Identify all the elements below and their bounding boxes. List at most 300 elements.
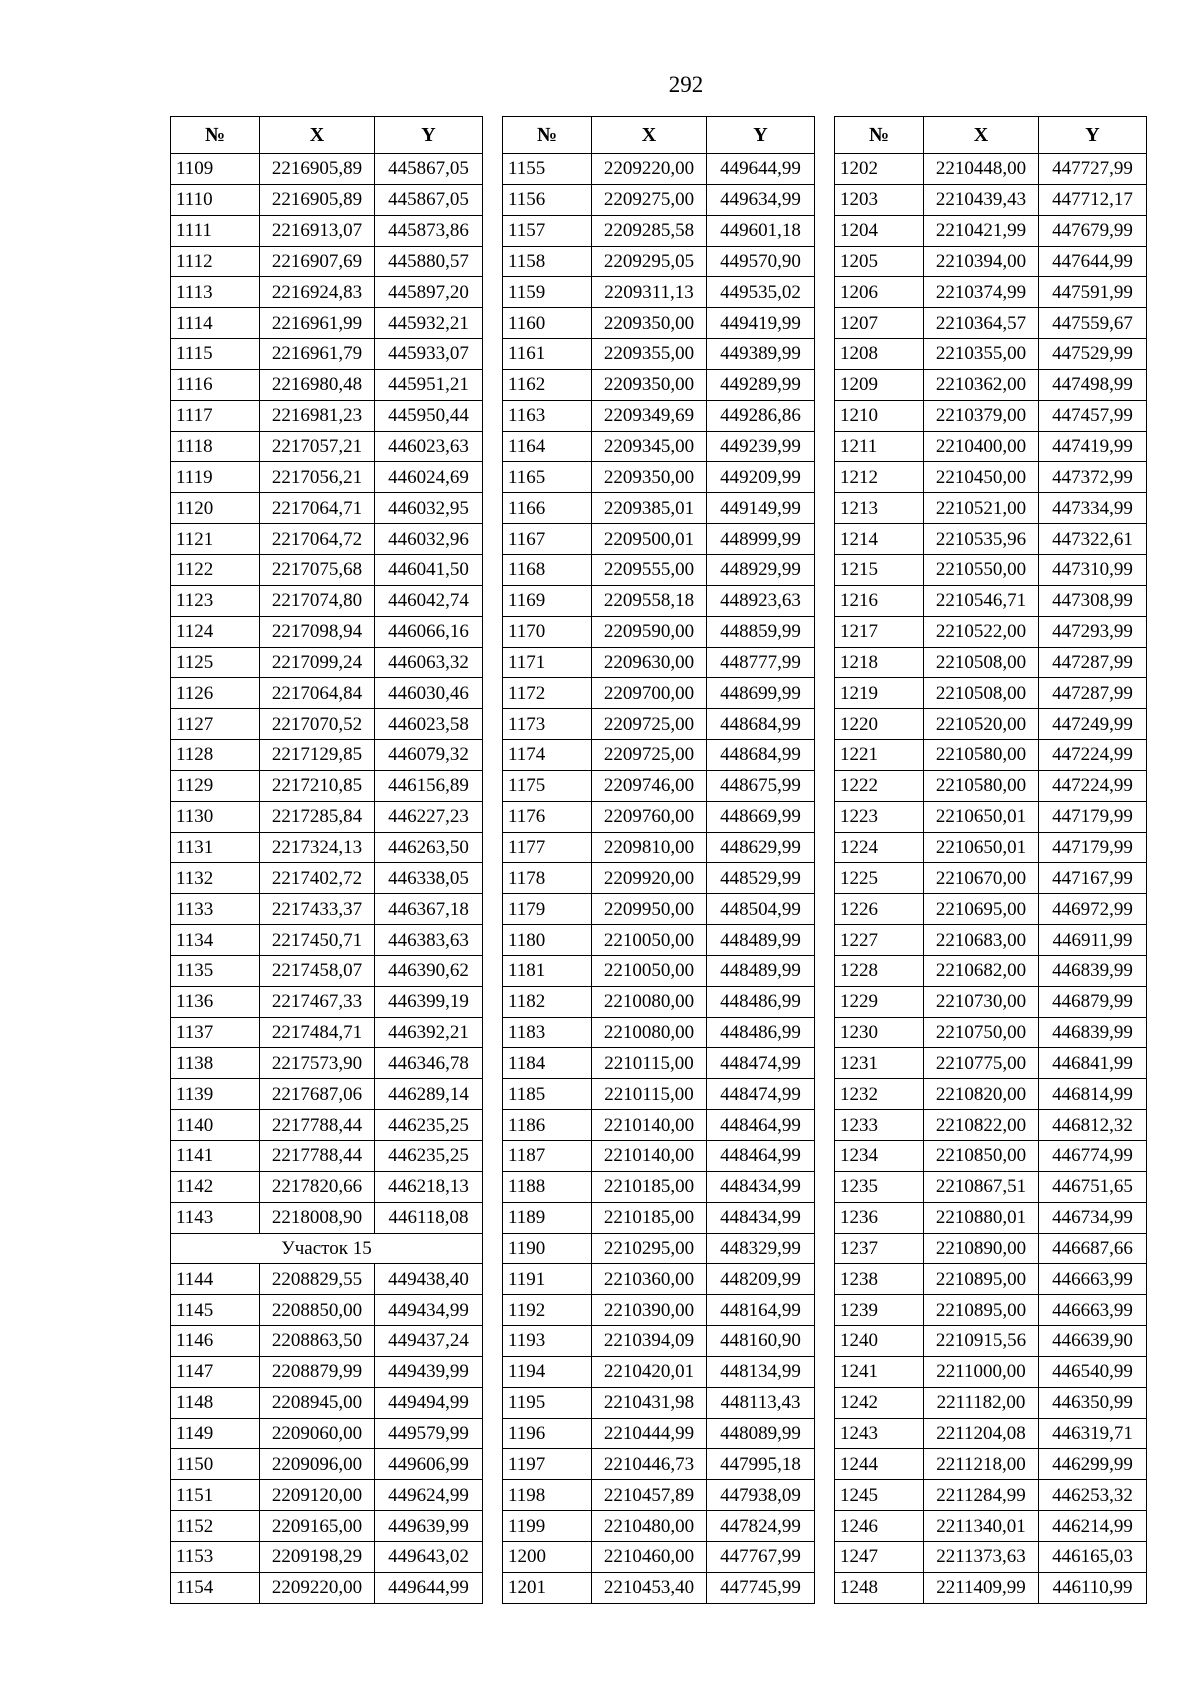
x-coordinate: 2210379,00 — [924, 400, 1039, 431]
y-coordinate: 446032,96 — [375, 524, 483, 555]
table-row — [171, 925, 483, 956]
y-coordinate: 448923,63 — [707, 585, 815, 616]
point-number: 1122 — [171, 554, 260, 585]
point-number: 1138 — [171, 1048, 260, 1079]
y-coordinate: 448434,99 — [707, 1171, 815, 1202]
table-row — [835, 801, 1147, 832]
table-row — [171, 1171, 483, 1202]
y-coordinate: 446165,03 — [1039, 1541, 1147, 1572]
y-coordinate: 446214,99 — [1039, 1511, 1147, 1542]
y-coordinate: 447310,99 — [1039, 554, 1147, 585]
x-coordinate: 2209275,00 — [592, 184, 707, 215]
y-coordinate: 448474,99 — [707, 1079, 815, 1110]
x-coordinate: 2211409,99 — [924, 1572, 1039, 1603]
point-number: 1170 — [503, 616, 592, 647]
y-coordinate: 447179,99 — [1039, 832, 1147, 863]
y-coordinate: 448669,99 — [707, 801, 815, 832]
y-coordinate: 447995,18 — [707, 1449, 815, 1480]
y-coordinate: 447224,99 — [1039, 770, 1147, 801]
x-coordinate: 2209350,00 — [592, 462, 707, 493]
table-row — [503, 863, 815, 894]
x-coordinate: 2210580,00 — [924, 770, 1039, 801]
x-coordinate: 2210650,01 — [924, 801, 1039, 832]
y-coordinate: 447712,17 — [1039, 184, 1147, 215]
point-number: 1154 — [171, 1572, 260, 1603]
y-coordinate: 448699,99 — [707, 678, 815, 709]
table-row — [835, 524, 1147, 555]
point-number: 1204 — [835, 215, 924, 246]
point-number: 1213 — [835, 493, 924, 524]
x-coordinate: 2210775,00 — [924, 1048, 1039, 1079]
y-coordinate: 449644,99 — [375, 1572, 483, 1603]
table-row — [171, 1141, 483, 1172]
x-coordinate: 2216961,79 — [260, 339, 375, 370]
point-number: 1246 — [835, 1511, 924, 1542]
table-row — [503, 400, 815, 431]
y-coordinate: 447308,99 — [1039, 585, 1147, 616]
y-coordinate: 447644,99 — [1039, 246, 1147, 277]
point-number: 1165 — [503, 462, 592, 493]
table-row — [503, 801, 815, 832]
table-row — [171, 770, 483, 801]
y-coordinate: 446879,99 — [1039, 986, 1147, 1017]
table-row — [171, 616, 483, 647]
point-number: 1184 — [503, 1048, 592, 1079]
y-coordinate: 447498,99 — [1039, 369, 1147, 400]
point-number: 1220 — [835, 709, 924, 740]
table-row — [171, 801, 483, 832]
point-number: 1128 — [171, 740, 260, 771]
table-row — [171, 678, 483, 709]
x-coordinate: 2217324,13 — [260, 832, 375, 863]
y-coordinate: 446841,99 — [1039, 1048, 1147, 1079]
y-coordinate: 446367,18 — [375, 894, 483, 925]
point-number: 1134 — [171, 925, 260, 956]
table-row — [503, 955, 815, 986]
y-coordinate: 446235,25 — [375, 1110, 483, 1141]
x-coordinate: 2209311,13 — [592, 277, 707, 308]
table-row — [835, 554, 1147, 585]
y-coordinate: 446066,16 — [375, 616, 483, 647]
point-number: 1161 — [503, 339, 592, 370]
y-coordinate: 447679,99 — [1039, 215, 1147, 246]
y-coordinate: 448113,43 — [707, 1387, 815, 1418]
x-coordinate: 2208863,50 — [260, 1326, 375, 1357]
y-coordinate: 448089,99 — [707, 1418, 815, 1449]
x-coordinate: 2209220,00 — [260, 1572, 375, 1603]
y-coordinate: 447372,99 — [1039, 462, 1147, 493]
x-coordinate: 2210140,00 — [592, 1110, 707, 1141]
point-number: 1222 — [835, 770, 924, 801]
x-coordinate: 2209350,00 — [592, 369, 707, 400]
point-number: 1158 — [503, 246, 592, 277]
y-coordinate: 449644,99 — [707, 154, 815, 185]
x-coordinate: 2217788,44 — [260, 1110, 375, 1141]
point-number: 1188 — [503, 1171, 592, 1202]
point-number: 1212 — [835, 462, 924, 493]
header-y: Y — [1039, 117, 1147, 154]
x-coordinate: 2216980,48 — [260, 369, 375, 400]
table-row — [835, 154, 1147, 185]
y-coordinate: 449535,02 — [707, 277, 815, 308]
y-coordinate: 446041,50 — [375, 554, 483, 585]
table-row — [503, 493, 815, 524]
table-row — [835, 493, 1147, 524]
y-coordinate: 449289,99 — [707, 369, 815, 400]
point-number: 1174 — [503, 740, 592, 771]
table-row — [503, 1356, 815, 1387]
y-coordinate: 446235,25 — [375, 1141, 483, 1172]
y-coordinate: 446024,69 — [375, 462, 483, 493]
x-coordinate: 2211000,00 — [924, 1356, 1039, 1387]
table-row — [835, 616, 1147, 647]
page-number: 292 — [668, 72, 704, 97]
y-coordinate: 448134,99 — [707, 1356, 815, 1387]
point-number: 1241 — [835, 1356, 924, 1387]
table-row — [503, 431, 815, 462]
x-coordinate: 2210535,96 — [924, 524, 1039, 555]
table-row — [503, 184, 815, 215]
table-row — [171, 1110, 483, 1141]
table-row — [171, 277, 483, 308]
table-row — [503, 1387, 815, 1418]
x-coordinate: 2211373,63 — [924, 1541, 1039, 1572]
table-row — [835, 400, 1147, 431]
header-number: № — [835, 117, 924, 154]
x-coordinate: 2209285,58 — [592, 215, 707, 246]
x-coordinate: 2210730,00 — [924, 986, 1039, 1017]
y-coordinate: 445950,44 — [375, 400, 483, 431]
point-number: 1225 — [835, 863, 924, 894]
point-number: 1242 — [835, 1387, 924, 1418]
x-coordinate: 2210374,99 — [924, 277, 1039, 308]
point-number: 1167 — [503, 524, 592, 555]
table-row — [171, 1572, 483, 1603]
x-coordinate: 2210682,00 — [924, 955, 1039, 986]
y-coordinate: 449389,99 — [707, 339, 815, 370]
table-row — [835, 1202, 1147, 1233]
table-row — [171, 493, 483, 524]
table-row — [171, 1048, 483, 1079]
point-number: 1231 — [835, 1048, 924, 1079]
coordinates-table-3 — [834, 116, 1147, 1604]
table-row — [503, 1079, 815, 1110]
table-row — [171, 740, 483, 771]
point-number: 1153 — [171, 1541, 260, 1572]
point-number: 1121 — [171, 524, 260, 555]
point-number: 1172 — [503, 678, 592, 709]
y-coordinate: 446663,99 — [1039, 1264, 1147, 1295]
point-number: 1218 — [835, 647, 924, 678]
x-coordinate: 2209558,18 — [592, 585, 707, 616]
y-coordinate: 447457,99 — [1039, 400, 1147, 431]
point-number: 1147 — [171, 1356, 260, 1387]
table-row — [835, 277, 1147, 308]
y-coordinate: 447287,99 — [1039, 647, 1147, 678]
y-coordinate: 446032,95 — [375, 493, 483, 524]
y-coordinate: 445867,05 — [375, 184, 483, 215]
point-number: 1209 — [835, 369, 924, 400]
y-coordinate: 446299,99 — [1039, 1449, 1147, 1480]
x-coordinate: 2210448,00 — [924, 154, 1039, 185]
table-row — [503, 1295, 815, 1326]
x-coordinate: 2216905,89 — [260, 154, 375, 185]
point-number: 1145 — [171, 1295, 260, 1326]
x-coordinate: 2211218,00 — [924, 1449, 1039, 1480]
x-coordinate: 2210364,57 — [924, 308, 1039, 339]
point-number: 1176 — [503, 801, 592, 832]
point-number: 1163 — [503, 400, 592, 431]
point-number: 1179 — [503, 894, 592, 925]
x-coordinate: 2210520,00 — [924, 709, 1039, 740]
table-row — [171, 1356, 483, 1387]
x-coordinate: 2210080,00 — [592, 1017, 707, 1048]
table-row — [835, 832, 1147, 863]
point-number: 1198 — [503, 1480, 592, 1511]
table-row — [835, 1511, 1147, 1542]
table-row — [503, 1326, 815, 1357]
table-row — [835, 1017, 1147, 1048]
x-coordinate: 2210850,00 — [924, 1141, 1039, 1172]
y-coordinate: 446814,99 — [1039, 1079, 1147, 1110]
point-number: 1200 — [503, 1541, 592, 1572]
x-coordinate: 2210115,00 — [592, 1079, 707, 1110]
y-coordinate: 448464,99 — [707, 1141, 815, 1172]
y-coordinate: 445951,21 — [375, 369, 483, 400]
x-coordinate: 2210890,00 — [924, 1233, 1039, 1264]
table-row — [171, 1449, 483, 1480]
point-number: 1139 — [171, 1079, 260, 1110]
table-row — [171, 832, 483, 863]
x-coordinate: 2208829,55 — [260, 1264, 375, 1295]
y-coordinate: 446663,99 — [1039, 1295, 1147, 1326]
y-coordinate: 448929,99 — [707, 554, 815, 585]
point-number: 1156 — [503, 184, 592, 215]
x-coordinate: 2217064,72 — [260, 524, 375, 555]
table-row — [835, 462, 1147, 493]
table-row — [835, 369, 1147, 400]
point-number: 1148 — [171, 1387, 260, 1418]
point-number: 1244 — [835, 1449, 924, 1480]
point-number: 1248 — [835, 1572, 924, 1603]
point-number: 1210 — [835, 400, 924, 431]
x-coordinate: 2210450,00 — [924, 462, 1039, 493]
table-row — [503, 616, 815, 647]
x-coordinate: 2210650,01 — [924, 832, 1039, 863]
point-number: 1115 — [171, 339, 260, 370]
table-row — [835, 1079, 1147, 1110]
x-coordinate: 2209555,00 — [592, 554, 707, 585]
x-coordinate: 2209760,00 — [592, 801, 707, 832]
y-coordinate: 446392,21 — [375, 1017, 483, 1048]
table-row — [503, 740, 815, 771]
point-number: 1201 — [503, 1572, 592, 1603]
table-row — [171, 1079, 483, 1110]
table-row — [835, 955, 1147, 986]
x-coordinate: 2216961,99 — [260, 308, 375, 339]
point-number: 1160 — [503, 308, 592, 339]
x-coordinate: 2217467,33 — [260, 986, 375, 1017]
y-coordinate: 449239,99 — [707, 431, 815, 462]
x-coordinate: 2209920,00 — [592, 863, 707, 894]
x-coordinate: 2210683,00 — [924, 925, 1039, 956]
point-number: 1208 — [835, 339, 924, 370]
table-row — [835, 246, 1147, 277]
y-coordinate: 448209,99 — [707, 1264, 815, 1295]
x-coordinate: 2209096,00 — [260, 1449, 375, 1480]
table-row — [503, 1017, 815, 1048]
y-coordinate: 446110,99 — [1039, 1572, 1147, 1603]
x-coordinate: 2217064,84 — [260, 678, 375, 709]
y-coordinate: 448629,99 — [707, 832, 815, 863]
y-coordinate: 449624,99 — [375, 1480, 483, 1511]
table-row — [835, 647, 1147, 678]
table-row — [503, 1511, 815, 1542]
point-number: 1206 — [835, 277, 924, 308]
table-row — [503, 1202, 815, 1233]
point-number: 1150 — [171, 1449, 260, 1480]
y-coordinate: 445880,57 — [375, 246, 483, 277]
point-number: 1195 — [503, 1387, 592, 1418]
point-number: 1132 — [171, 863, 260, 894]
x-coordinate: 2210521,00 — [924, 493, 1039, 524]
x-coordinate: 2209500,01 — [592, 524, 707, 555]
y-coordinate: 446227,23 — [375, 801, 483, 832]
table-row — [503, 1048, 815, 1079]
point-number: 1178 — [503, 863, 592, 894]
x-coordinate: 2217074,80 — [260, 585, 375, 616]
point-number: 1203 — [835, 184, 924, 215]
table-row — [835, 1295, 1147, 1326]
x-coordinate: 2210360,00 — [592, 1264, 707, 1295]
table-row — [835, 1171, 1147, 1202]
y-coordinate: 449209,99 — [707, 462, 815, 493]
point-number: 1126 — [171, 678, 260, 709]
table-row — [503, 925, 815, 956]
x-coordinate: 2210446,73 — [592, 1449, 707, 1480]
table-row — [171, 1480, 483, 1511]
point-number: 1216 — [835, 585, 924, 616]
y-coordinate: 446972,99 — [1039, 894, 1147, 925]
x-coordinate: 2210750,00 — [924, 1017, 1039, 1048]
table-row — [503, 832, 815, 863]
table-row — [503, 986, 815, 1017]
point-number: 1171 — [503, 647, 592, 678]
x-coordinate: 2210050,00 — [592, 955, 707, 986]
y-coordinate: 449601,18 — [707, 215, 815, 246]
table-row — [503, 1233, 815, 1264]
point-number: 1127 — [171, 709, 260, 740]
point-number: 1110 — [171, 184, 260, 215]
x-coordinate: 2217820,66 — [260, 1171, 375, 1202]
point-number: 1211 — [835, 431, 924, 462]
table-row — [171, 894, 483, 925]
table-row — [835, 1326, 1147, 1357]
table-row — [171, 863, 483, 894]
table-row — [835, 1449, 1147, 1480]
x-coordinate: 2217458,07 — [260, 955, 375, 986]
point-number: 1247 — [835, 1541, 924, 1572]
table-row — [503, 585, 815, 616]
x-coordinate: 2210453,40 — [592, 1572, 707, 1603]
table-row — [835, 1141, 1147, 1172]
point-number: 1196 — [503, 1418, 592, 1449]
point-number: 1226 — [835, 894, 924, 925]
table-row — [835, 1048, 1147, 1079]
y-coordinate: 448434,99 — [707, 1202, 815, 1233]
y-coordinate: 446063,32 — [375, 647, 483, 678]
x-coordinate: 2217687,06 — [260, 1079, 375, 1110]
y-coordinate: 449494,99 — [375, 1387, 483, 1418]
y-coordinate: 446346,78 — [375, 1048, 483, 1079]
table-row — [503, 277, 815, 308]
point-number: 1166 — [503, 493, 592, 524]
point-number: 1120 — [171, 493, 260, 524]
table-row — [171, 1017, 483, 1048]
y-coordinate: 448329,99 — [707, 1233, 815, 1264]
table-row — [835, 308, 1147, 339]
x-coordinate: 2209590,00 — [592, 616, 707, 647]
point-number: 1116 — [171, 369, 260, 400]
header-number: № — [171, 117, 260, 154]
point-number: 1194 — [503, 1356, 592, 1387]
table-row — [835, 1480, 1147, 1511]
y-coordinate: 447179,99 — [1039, 801, 1147, 832]
point-number: 1137 — [171, 1017, 260, 1048]
x-coordinate: 2217075,68 — [260, 554, 375, 585]
y-coordinate: 449434,99 — [375, 1295, 483, 1326]
table-row — [503, 678, 815, 709]
header-x: X — [260, 117, 375, 154]
y-coordinate: 448675,99 — [707, 770, 815, 801]
table-row — [503, 554, 815, 585]
table-row — [171, 647, 483, 678]
table-row — [835, 678, 1147, 709]
x-coordinate: 2209950,00 — [592, 894, 707, 925]
point-number: 1124 — [171, 616, 260, 647]
y-coordinate: 446839,99 — [1039, 955, 1147, 986]
x-coordinate: 2209385,01 — [592, 493, 707, 524]
table-row — [835, 1233, 1147, 1264]
point-number: 1152 — [171, 1511, 260, 1542]
table-row — [503, 1110, 815, 1141]
section-title: Участок 15 — [171, 1233, 483, 1264]
point-number: 1125 — [171, 647, 260, 678]
y-coordinate: 446156,89 — [375, 770, 483, 801]
point-number: 1151 — [171, 1480, 260, 1511]
y-coordinate: 448777,99 — [707, 647, 815, 678]
y-coordinate: 448999,99 — [707, 524, 815, 555]
x-coordinate: 2210822,00 — [924, 1110, 1039, 1141]
point-number: 1140 — [171, 1110, 260, 1141]
y-coordinate: 447824,99 — [707, 1511, 815, 1542]
x-coordinate: 2217129,85 — [260, 740, 375, 771]
x-coordinate: 2210394,09 — [592, 1326, 707, 1357]
point-number: 1202 — [835, 154, 924, 185]
y-coordinate: 446253,32 — [1039, 1480, 1147, 1511]
section-row — [171, 1233, 483, 1264]
x-coordinate: 2217064,71 — [260, 493, 375, 524]
header-y: Y — [707, 117, 815, 154]
y-coordinate: 448464,99 — [707, 1110, 815, 1141]
x-coordinate: 2217070,52 — [260, 709, 375, 740]
x-coordinate: 2210670,00 — [924, 863, 1039, 894]
table-row — [171, 184, 483, 215]
x-coordinate: 2217484,71 — [260, 1017, 375, 1048]
point-number: 1168 — [503, 554, 592, 585]
x-coordinate: 2216981,23 — [260, 400, 375, 431]
table-row — [171, 246, 483, 277]
